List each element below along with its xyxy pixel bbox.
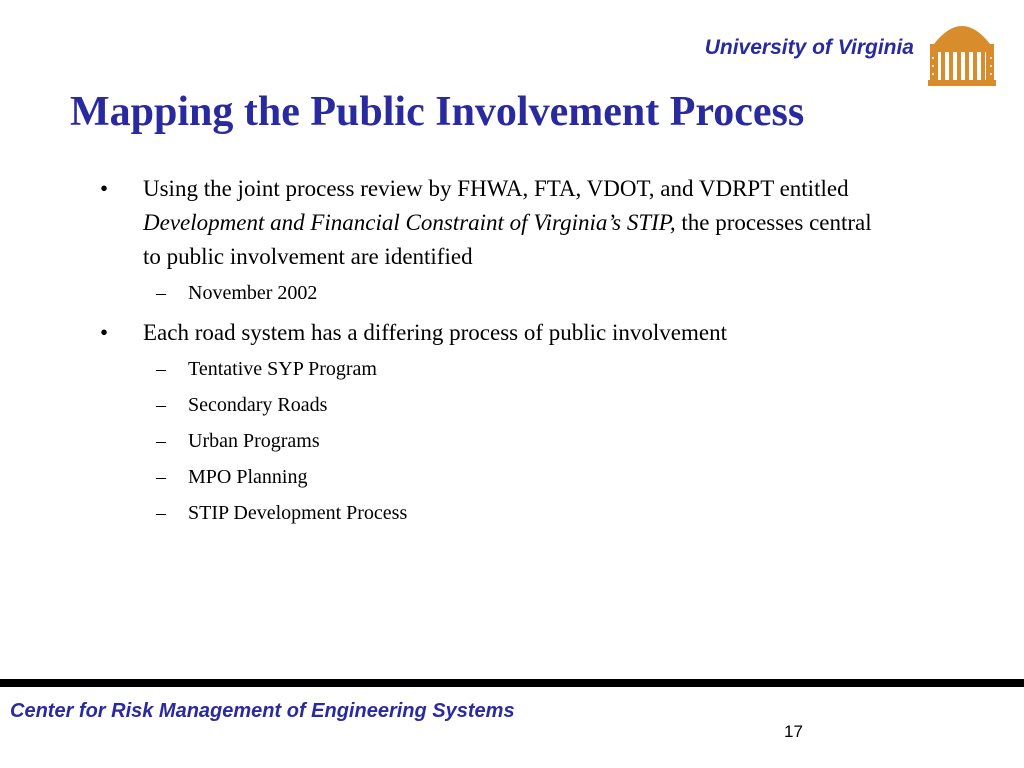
footer-divider — [0, 679, 1024, 687]
sub-item-text: STIP Development Process — [188, 502, 408, 524]
sub-marker: – — [156, 466, 166, 488]
bullet-item — [100, 172, 880, 274]
bullet-marker: • — [100, 320, 109, 345]
sub-item — [100, 278, 880, 308]
footer-center-name: Center for Risk Management of Engineering Systems — [10, 700, 515, 722]
university-name: University of Virginia — [704, 36, 914, 59]
sub-item — [100, 426, 880, 456]
sub-item-text: Secondary Roads — [188, 394, 328, 416]
sub-marker: – — [156, 430, 166, 452]
sub-item-text: MPO Planning — [188, 466, 308, 488]
slide-title: Mapping the Public Involvement Process — [70, 89, 805, 135]
page-number: 17 — [784, 722, 803, 741]
document-title-italic: Development and Financial Constraint of Virginia’s STIP, — [143, 210, 676, 235]
slide-body — [100, 172, 880, 534]
sub-item — [100, 498, 880, 528]
bullet-text-continued: the processes central to public involvement are identified — [143, 210, 872, 269]
sub-item — [100, 354, 880, 384]
bullet-text: Each road system has a differing process of public involvement — [143, 320, 727, 345]
sub-marker: – — [156, 502, 166, 524]
sub-item-text: Tentative SYP Program — [188, 358, 377, 380]
bullet-item — [100, 316, 880, 350]
sub-marker: – — [156, 394, 166, 416]
bullet-marker: • — [100, 176, 109, 201]
sub-item — [100, 462, 880, 492]
sub-item-text: Urban Programs — [188, 430, 320, 452]
sub-marker: – — [156, 358, 166, 380]
rotunda-logo-icon — [928, 14, 996, 86]
sub-item — [100, 390, 880, 420]
sub-marker: – — [156, 282, 166, 304]
bullet-text: Using the joint process review by FHWA, FTA, VDOT, and VDRPT entitled — [143, 176, 849, 201]
sub-item-text: November 2002 — [188, 282, 318, 304]
